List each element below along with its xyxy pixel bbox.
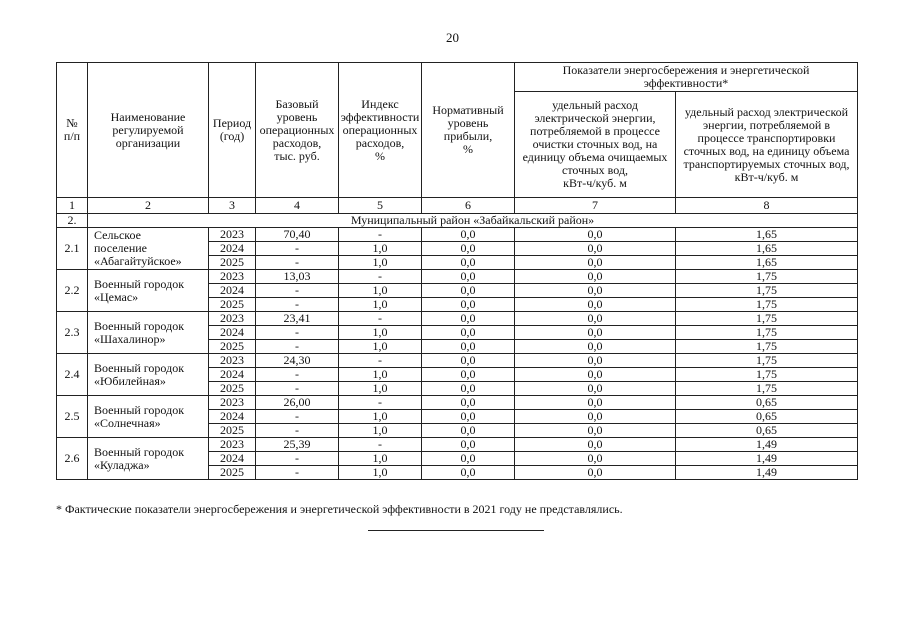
org-name: Военный городок «Солнечная»: [88, 396, 209, 438]
period-cell: 2025: [209, 256, 256, 270]
transport-energy-cell: 1,75: [676, 354, 858, 368]
profit-cell: 0,0: [422, 438, 515, 452]
profit-cell: 0,0: [422, 326, 515, 340]
profit-cell: 0,0: [422, 242, 515, 256]
treatment-energy-cell: 0,0: [515, 284, 676, 298]
base-cell: 13,03: [256, 270, 339, 284]
base-cell: -: [256, 242, 339, 256]
base-cell: -: [256, 284, 339, 298]
transport-energy-cell: 1,49: [676, 466, 858, 480]
header-treatment-energy: удельный расход электрической энергии, потребляемой в процессе очистки сточных вод, на единицу объема очищаемых сточных вод, кВт-ч/куб. м: [515, 92, 676, 198]
period-cell: 2023: [209, 438, 256, 452]
section-title: Муниципальный район «Забайкальский район»: [88, 214, 858, 228]
table-row: [57, 438, 858, 452]
profit-cell: 0,0: [422, 312, 515, 326]
treatment-energy-cell: 0,0: [515, 228, 676, 242]
index-cell: 1,0: [339, 242, 422, 256]
base-cell: -: [256, 466, 339, 480]
header-energy-group: Показатели энергосбережения и энергетической эффективности*: [515, 63, 858, 92]
base-cell: -: [256, 368, 339, 382]
profit-cell: 0,0: [422, 452, 515, 466]
header-base-level: Базовый уровень операционных расходов, тыс. руб.: [256, 63, 339, 198]
column-number: 4: [256, 198, 339, 214]
index-cell: 1,0: [339, 452, 422, 466]
column-number: 5: [339, 198, 422, 214]
period-cell: 2024: [209, 368, 256, 382]
base-cell: -: [256, 410, 339, 424]
profit-cell: 0,0: [422, 256, 515, 270]
treatment-energy-cell: 0,0: [515, 298, 676, 312]
header-normative-profit: Нормативный уровень прибыли, %: [422, 63, 515, 198]
base-cell: 25,39: [256, 438, 339, 452]
index-cell: 1,0: [339, 368, 422, 382]
transport-energy-cell: 1,75: [676, 298, 858, 312]
treatment-energy-cell: 0,0: [515, 326, 676, 340]
period-cell: 2025: [209, 466, 256, 480]
treatment-energy-cell: 0,0: [515, 410, 676, 424]
profit-cell: 0,0: [422, 410, 515, 424]
org-number: 2.3: [57, 312, 88, 354]
transport-energy-cell: 1,75: [676, 312, 858, 326]
org-number: 2.6: [57, 438, 88, 480]
transport-energy-cell: 1,65: [676, 228, 858, 242]
profit-cell: 0,0: [422, 396, 515, 410]
org-name: Военный городок «Куладжа»: [88, 438, 209, 480]
transport-energy-cell: 0,65: [676, 424, 858, 438]
transport-energy-cell: 1,75: [676, 340, 858, 354]
period-cell: 2023: [209, 228, 256, 242]
transport-energy-cell: 1,75: [676, 368, 858, 382]
index-cell: 1,0: [339, 326, 422, 340]
base-cell: -: [256, 424, 339, 438]
column-number: 7: [515, 198, 676, 214]
header-period: Период (год): [209, 63, 256, 198]
treatment-energy-cell: 0,0: [515, 424, 676, 438]
index-cell: 1,0: [339, 256, 422, 270]
period-cell: 2023: [209, 270, 256, 284]
treatment-energy-cell: 0,0: [515, 382, 676, 396]
org-name: Военный городок «Юбилейная»: [88, 354, 209, 396]
org-number: 2.2: [57, 270, 88, 312]
org-number: 2.5: [57, 396, 88, 438]
base-cell: -: [256, 340, 339, 354]
data-table: [56, 62, 858, 480]
column-number: 6: [422, 198, 515, 214]
period-cell: 2023: [209, 354, 256, 368]
transport-energy-cell: 1,49: [676, 438, 858, 452]
header-efficiency-index: Индекс эффективности операционных расходов, %: [339, 63, 422, 198]
index-cell: -: [339, 354, 422, 368]
index-cell: 1,0: [339, 340, 422, 354]
period-cell: 2024: [209, 242, 256, 256]
org-name: Военный городок «Цемас»: [88, 270, 209, 312]
treatment-energy-cell: 0,0: [515, 396, 676, 410]
treatment-energy-cell: 0,0: [515, 256, 676, 270]
transport-energy-cell: 0,65: [676, 410, 858, 424]
index-cell: 1,0: [339, 424, 422, 438]
period-cell: 2024: [209, 410, 256, 424]
page-number: 20: [446, 30, 459, 45]
transport-energy-cell: 1,75: [676, 284, 858, 298]
period-cell: 2024: [209, 452, 256, 466]
transport-energy-cell: 1,65: [676, 256, 858, 270]
treatment-energy-cell: 0,0: [515, 438, 676, 452]
org-name: Сельское поселение «Абагайтуйское»: [88, 228, 209, 270]
base-cell: 70,40: [256, 228, 339, 242]
section-number: 2.: [57, 214, 88, 228]
period-cell: 2023: [209, 312, 256, 326]
index-cell: 1,0: [339, 382, 422, 396]
table-row: [57, 354, 858, 368]
org-name: Военный городок «Шахалинор»: [88, 312, 209, 354]
base-cell: -: [256, 256, 339, 270]
table-row: [57, 270, 858, 284]
index-cell: -: [339, 438, 422, 452]
period-cell: 2023: [209, 396, 256, 410]
treatment-energy-cell: 0,0: [515, 354, 676, 368]
transport-energy-cell: 1,75: [676, 382, 858, 396]
period-cell: 2025: [209, 298, 256, 312]
index-cell: 1,0: [339, 284, 422, 298]
profit-cell: 0,0: [422, 270, 515, 284]
base-cell: -: [256, 326, 339, 340]
index-cell: 1,0: [339, 410, 422, 424]
org-number: 2.4: [57, 354, 88, 396]
index-cell: -: [339, 228, 422, 242]
table-row: [57, 228, 858, 242]
period-cell: 2024: [209, 326, 256, 340]
org-number: 2.1: [57, 228, 88, 270]
profit-cell: 0,0: [422, 340, 515, 354]
table-row: [57, 312, 858, 326]
section-row: [57, 214, 858, 228]
separator-line: [368, 530, 544, 531]
index-cell: 1,0: [339, 466, 422, 480]
footnote: * Фактические показатели энергосбережения и энергетической эффективности в 2021 году не представлялись.: [56, 502, 623, 516]
profit-cell: 0,0: [422, 424, 515, 438]
treatment-energy-cell: 0,0: [515, 270, 676, 284]
treatment-energy-cell: 0,0: [515, 466, 676, 480]
base-cell: -: [256, 382, 339, 396]
treatment-energy-cell: 0,0: [515, 340, 676, 354]
period-cell: 2025: [209, 382, 256, 396]
base-cell: 23,41: [256, 312, 339, 326]
profit-cell: 0,0: [422, 368, 515, 382]
transport-energy-cell: 1,65: [676, 242, 858, 256]
period-cell: 2025: [209, 340, 256, 354]
transport-energy-cell: 0,65: [676, 396, 858, 410]
index-cell: -: [339, 312, 422, 326]
profit-cell: 0,0: [422, 298, 515, 312]
treatment-energy-cell: 0,0: [515, 452, 676, 466]
index-cell: -: [339, 396, 422, 410]
header-transport-energy: удельный расход электрической энергии, потребляемой в процессе транспортировки сточных вод, на единицу объема транспортируемых сточных вод, кВт-ч/куб. м: [676, 92, 858, 198]
base-cell: 24,30: [256, 354, 339, 368]
column-number: 2: [88, 198, 209, 214]
transport-energy-cell: 1,75: [676, 326, 858, 340]
header-organization: Наименование регулируемой организации: [88, 63, 209, 198]
transport-energy-cell: 1,75: [676, 270, 858, 284]
profit-cell: 0,0: [422, 228, 515, 242]
treatment-energy-cell: 0,0: [515, 368, 676, 382]
base-cell: -: [256, 298, 339, 312]
transport-energy-cell: 1,49: [676, 452, 858, 466]
column-number-row: [57, 198, 858, 214]
index-cell: -: [339, 270, 422, 284]
table-row: [57, 396, 858, 410]
header-num: № п/п: [57, 63, 88, 198]
base-cell: -: [256, 452, 339, 466]
profit-cell: 0,0: [422, 382, 515, 396]
index-cell: 1,0: [339, 298, 422, 312]
treatment-energy-cell: 0,0: [515, 312, 676, 326]
profit-cell: 0,0: [422, 284, 515, 298]
profit-cell: 0,0: [422, 466, 515, 480]
column-number: 1: [57, 198, 88, 214]
column-number: 8: [676, 198, 858, 214]
profit-cell: 0,0: [422, 354, 515, 368]
treatment-energy-cell: 0,0: [515, 242, 676, 256]
base-cell: 26,00: [256, 396, 339, 410]
period-cell: 2025: [209, 424, 256, 438]
period-cell: 2024: [209, 284, 256, 298]
column-number: 3: [209, 198, 256, 214]
